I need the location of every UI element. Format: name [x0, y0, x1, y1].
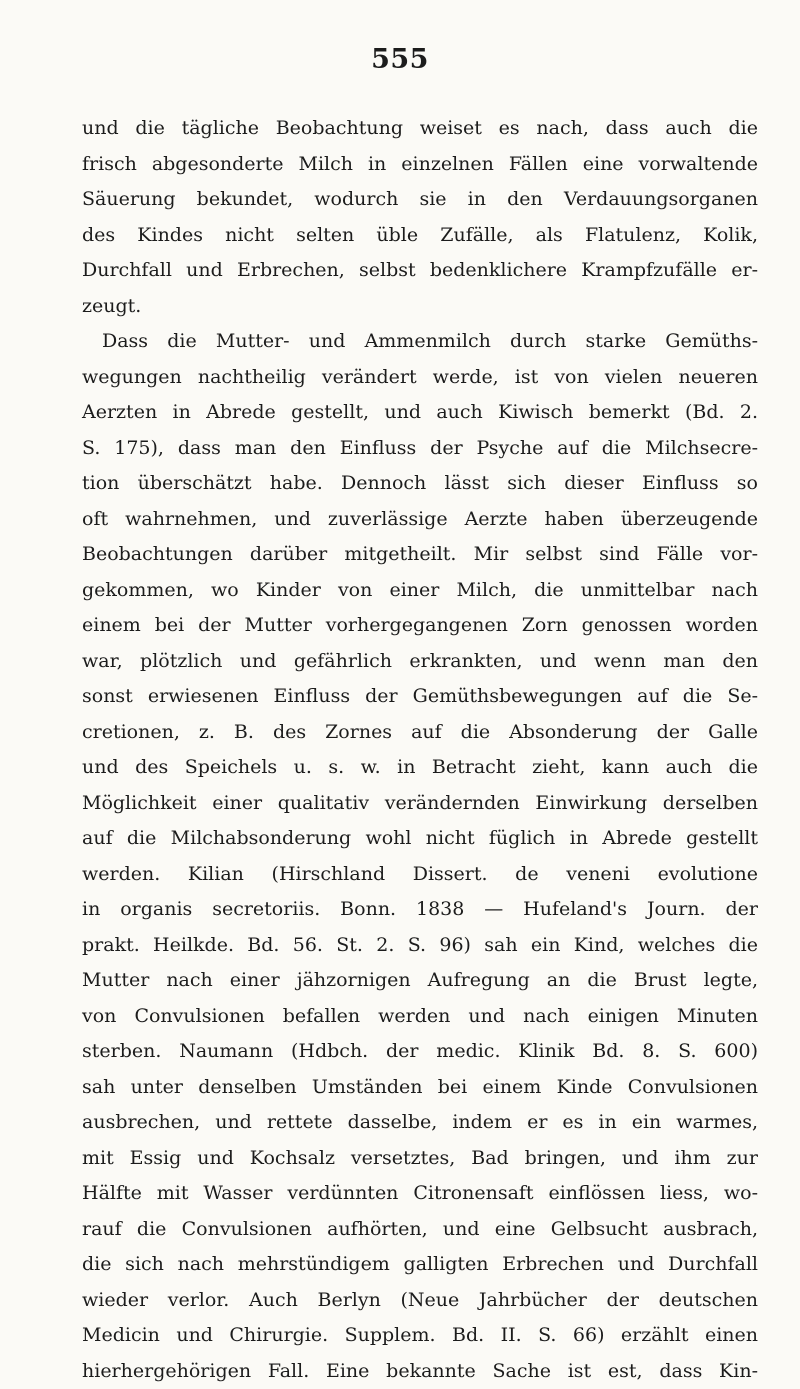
text-line: des Kindes nicht selten üble Zufälle, als Flatulenz, Kolik, [82, 218, 758, 254]
text-line: mit Essig und Kochsalz versetztes, Bad bringen, und ihm zur [82, 1141, 758, 1177]
text-line: und des Speichels u. s. w. in Betracht zieht, kann auch die [82, 750, 758, 786]
text-line: in organis secretoriis. Bonn. 1838 — Hufeland's Journ. der [82, 892, 758, 928]
text-line: die sich nach mehrstündigem galligten Erbrechen und Durchfall [82, 1247, 758, 1283]
text-line: Durchfall und Erbrechen, selbst bedenklichere Krampfzufälle er- [82, 253, 758, 289]
text-line: sah unter denselben Umständen bei einem Kinde Convulsionen [82, 1070, 758, 1106]
text-line: von Convulsionen befallen werden und nach einigen Minuten [82, 999, 758, 1035]
text-line: und die tägliche Beobachtung weiset es nach, dass auch die [82, 111, 758, 147]
text-line: war, plötzlich und gefährlich erkrankten, und wenn man den [82, 644, 758, 680]
text-line: einem bei der Mutter vorhergegangenen Zorn genossen worden [82, 608, 758, 644]
text-line: Hälfte mit Wasser verdünnten Citronensaft einflössen liess, wo- [82, 1176, 758, 1212]
text-line: Säuerung bekundet, wodurch sie in den Verdauungsorganen [82, 182, 758, 218]
text-line: cretionen, z. B. des Zornes auf die Absonderung der Galle [82, 715, 758, 751]
text-line: werden. Kilian (Hirschland Dissert. de veneni evolutione [82, 857, 758, 893]
text-line: sterben. Naumann (Hdbch. der medic. Klinik Bd. 8. S. 600) [82, 1034, 758, 1070]
text-line: wieder verlor. Auch Berlyn (Neue Jahrbücher der deutschen [82, 1283, 758, 1319]
text-line: prakt. Heilkde. Bd. 56. St. 2. S. 96) sah ein Kind, welches die [82, 928, 758, 964]
text-line: rauf die Convulsionen aufhörten, und eine Gelbsucht ausbrach, [82, 1212, 758, 1248]
text-line: sonst erwiesenen Einfluss der Gemüthsbewegungen auf die Se- [82, 679, 758, 715]
text-line: Mutter nach einer jähzornigen Aufregung an die Brust legte, [82, 963, 758, 999]
text-line: ausbrechen, und rettete dasselbe, indem er es in ein warmes, [82, 1105, 758, 1141]
text-line: Möglichkeit einer qualitativ verändernden Einwirkung derselben [82, 786, 758, 822]
text-line: hierhergehörigen Fall. Eine bekannte Sache ist est, dass Kin- [82, 1354, 758, 1389]
text-line: tion überschätzt habe. Dennoch lässt sich dieser Einfluss so [82, 466, 758, 502]
body-text [82, 111, 758, 1389]
text-line: Beobachtungen darüber mitgetheilt. Mir selbst sind Fälle vor- [82, 537, 758, 573]
text-line: Aerzten in Abrede gestellt, und auch Kiwisch bemerkt (Bd. 2. [82, 395, 758, 431]
page-number: 555 [0, 44, 800, 75]
text-line: frisch abgesonderte Milch in einzelnen Fällen eine vorwaltende [82, 147, 758, 183]
text-line: gekommen, wo Kinder von einer Milch, die unmittelbar nach [82, 573, 758, 609]
text-line: Medicin und Chirurgie. Supplem. Bd. II. S. 66) erzählt einen [82, 1318, 758, 1354]
text-line: wegungen nachtheilig verändert werde, ist von vielen neueren [82, 360, 758, 396]
text-line: zeugt. [82, 289, 758, 325]
text-line: oft wahrnehmen, und zuverlässige Aerzte haben überzeugende [82, 502, 758, 538]
text-line: auf die Milchabsonderung wohl nicht füglich in Abrede gestellt [82, 821, 758, 857]
text-line: S. 175), dass man den Einfluss der Psyche auf die Milchsecre- [82, 431, 758, 467]
text-line: Dass die Mutter- und Ammenmilch durch starke Gemüths- [82, 324, 758, 360]
